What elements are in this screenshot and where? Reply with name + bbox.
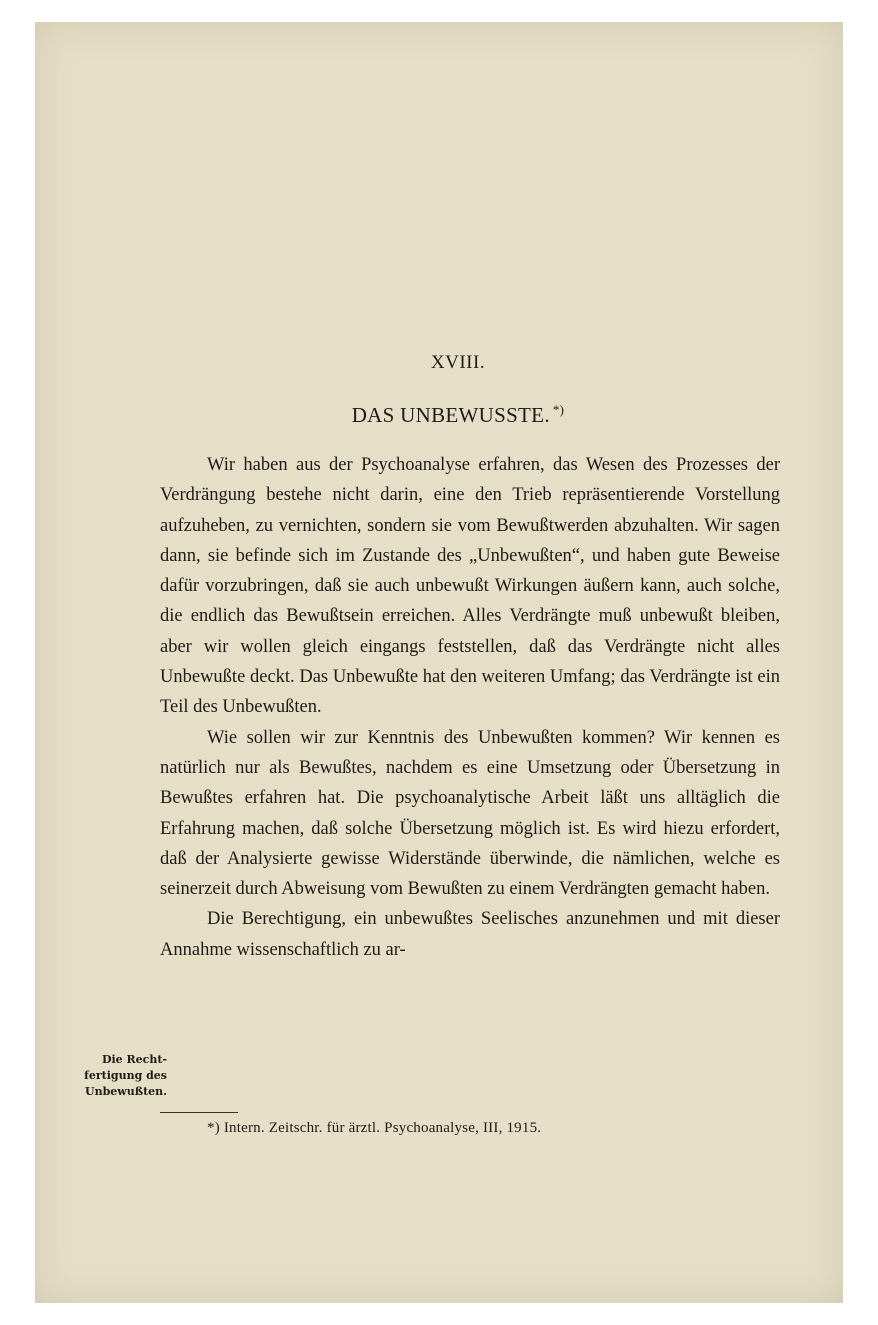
paragraph: Wie sollen wir zur Kenntnis des Unbewußten kommen? Wir kennen es natürlich nur als Bewußtes, nachdem es eine Umsetzung oder Übersetzung in Bewußtes erfahren hat. Die psychoanalytische Arbeit läßt uns alltäglich die Erfahrung machen, daß solche Übersetzung möglich ist. Es wird hiezu erfordert, daß der Analysierte gewisse Widerstände überwinde, die nämlichen, welche es seinerzeit durch Abweisung vom Bewußten zu einem Verdrängten gemacht haben. [160,727,780,900]
chapter-title-text: DAS UNBEWUSSTE. [351,403,550,427]
margin-note-line: Unbewußten. [84,1085,167,1098]
chapter-number: XVIII. [430,352,486,373]
chapter-title [35,402,843,428]
margin-note-line: fertigung des [84,1069,167,1082]
margin-note-line: Die Recht- [101,1053,167,1066]
body-text [160,450,780,965]
margin-note [49,1052,167,1100]
footnote-divider [160,1112,238,1113]
book-page [35,22,843,1303]
footnote: *) Intern. Zeitschr. für ärztl. Psychoanalyse, III, 1915. [207,1120,542,1136]
footnote-marker: *) [552,402,565,417]
paragraph: Die Berechtigung, ein unbewußtes Seelisches anzunehmen und mit dieser Annahme wissenschaftlich zu ar- [160,909,780,960]
paragraph: Wir haben aus der Psychoanalyse erfahren, das Wesen des Prozesses der Verdrängung bestehe nicht darin, eine den Trieb repräsentierende Vorstellung aufzuheben, zu vernichten, sondern sie vom Bewußtwerden abzuhalten. Wir sagen dann, sie befinde sich im Zustande des „Unbewußten“, und haben gute Beweise dafür vorzubringen, daß sie auch unbewußt Wirkungen äußern kann, auch solche, die endlich das Bewußtsein erreichen. Alles Verdrängte muß unbewußt bleiben, aber wir wollen gleich eingangs feststellen, daß das Verdrängte nicht alles Unbewußte deckt. Das Unbewußte hat den weiteren Umfang; das Verdrängte ist ein Teil des Unbewußten. [160,455,780,718]
